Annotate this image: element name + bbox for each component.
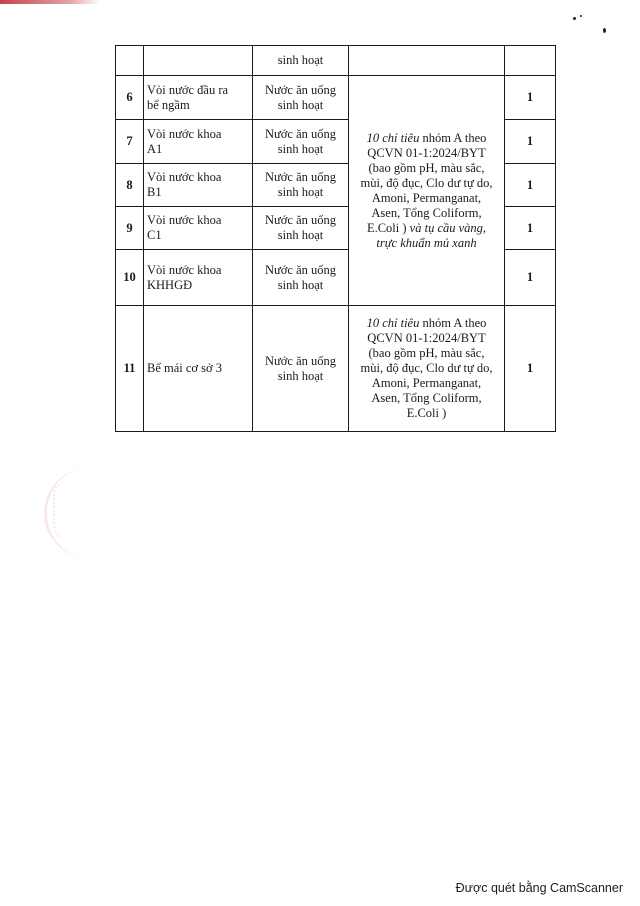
criteria-extra: và tụ cầu vàng, [406,220,487,235]
position-line: Vòi nước khoa [147,170,222,184]
position-cell [144,250,253,306]
sample-type-line: Nước ăn uống [264,262,336,277]
criteria-line: (bao gồm pH, màu sắc, [368,160,485,175]
criteria-group-text: nhóm A theo [419,130,487,145]
stt-cell: 11 [116,306,144,432]
scan-edge-mark [0,0,100,4]
quantity-cell: 1 [505,306,556,432]
criteria-line [352,316,501,331]
table-row [116,76,556,120]
table-row-continued [116,46,556,76]
position-line: Vòi nước khoa [147,262,222,277]
position-line: Vòi nước khoa [147,126,222,141]
criteria-cell [349,306,505,432]
quantity-cell [505,46,556,76]
sample-type-cell [253,306,349,432]
criteria-group-text: nhóm A theo [419,316,487,330]
table-row [116,306,556,432]
scan-speck [580,15,582,17]
criteria-count: 10 chỉ tiêu [366,130,420,145]
criteria-standard: QCVN 01-1:2024/BYT [367,331,486,345]
sample-type-line: Nước ăn uống [264,170,336,184]
quantity-cell: 1 [505,250,556,306]
criteria-standard: QCVN 01-1:2024/BYT [367,145,486,160]
criteria-cell-merged [349,76,505,306]
position-line: B1 [147,185,162,199]
sample-type-cell [253,120,349,164]
criteria-line: Asen, Tổng Coliform, [371,391,482,405]
criteria-extra: trực khuẩn mủ xanh [376,235,477,250]
criteria-text: E.Coli ) [366,220,407,235]
criteria-line [352,221,501,236]
position-line: C1 [147,228,162,242]
quantity-cell: 1 [505,164,556,207]
camscanner-watermark: Được quét bằng CamScanner [455,881,623,895]
sample-type-text: sinh hoạt [277,53,324,67]
sample-type-cell [253,46,349,76]
sample-type-line: Nước ăn uống [264,353,336,368]
criteria-count: 10 chỉ tiêu [366,316,420,330]
criteria-line: (bao gồm pH, màu sắc, [368,346,485,360]
sample-type-line: sinh hoạt [277,228,324,242]
quantity-cell: 1 [505,120,556,164]
scan-speck [603,28,606,33]
sample-type-cell [253,250,349,306]
stt-cell: 6 [116,76,144,120]
stt-cell [116,46,144,76]
position-cell [144,306,253,432]
sample-type-line: sinh hoạt [277,185,324,199]
position-cell [144,164,253,207]
criteria-line: Asen, Tổng Coliform, [371,205,482,220]
stt-cell: 9 [116,207,144,250]
position-cell [144,207,253,250]
position-line: bể ngầm [147,97,190,112]
criteria-line: mùi, độ đục, Clo dư tự do, [360,361,493,375]
sample-type-line: sinh hoạt [277,277,324,292]
faded-stamp-mark [44,468,91,558]
sample-type-cell [253,164,349,207]
criteria-line [352,131,501,146]
scan-speck [573,17,576,20]
position-cell [144,120,253,164]
sample-type-line: Nước ăn uống [264,82,336,97]
criteria-line: E.Coli ) [406,406,447,420]
position-line: A1 [147,141,163,156]
position-line: Vòi nước đầu ra [147,82,229,97]
sample-type-line: Nước ăn uống [264,126,336,141]
criteria-line: mùi, độ đục, Clo dư tự do, [360,175,493,190]
sample-type-line: sinh hoạt [277,368,324,383]
sample-type-line: sinh hoạt [277,97,324,112]
position-line: KHHGĐ [147,277,193,292]
sampling-table [115,45,556,432]
sample-type-line: Nước ăn uống [264,213,336,227]
stt-cell: 8 [116,164,144,207]
criteria-line: Amoni, Permanganat, [371,376,482,390]
criteria-cell [349,46,505,76]
sample-type-line: sinh hoạt [277,141,324,156]
position-line: Bể mái cơ sở 3 [147,361,223,375]
criteria-line: Amoni, Permanganat, [371,190,482,205]
position-line: Vòi nước khoa [147,213,222,227]
sample-type-cell [253,76,349,120]
quantity-cell: 1 [505,76,556,120]
stt-cell: 7 [116,120,144,164]
position-cell [144,46,253,76]
sample-type-cell [253,207,349,250]
stt-cell: 10 [116,250,144,306]
position-cell [144,76,253,120]
quantity-cell: 1 [505,207,556,250]
